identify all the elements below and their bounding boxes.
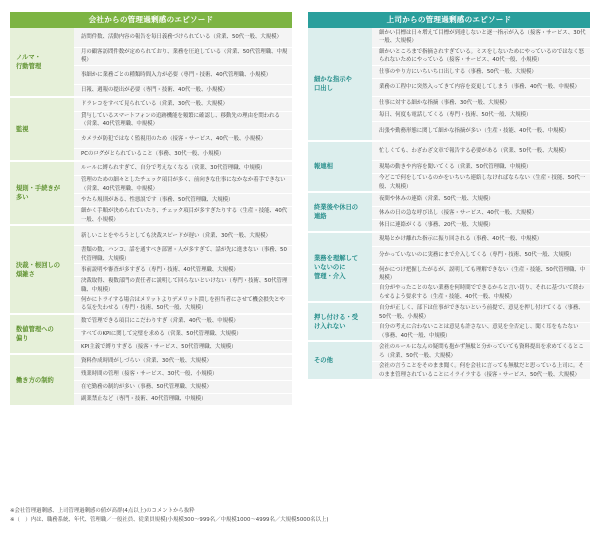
episode-list — [372, 142, 590, 192]
episode-item: 訪問件数、活動内容の報告を毎日義務づけられている（営業、50代一般、大規模） — [74, 28, 292, 47]
episode-item: やたら規則がある、性悪説です（事務、50代管理職、大規模） — [74, 193, 292, 206]
right-group — [308, 233, 590, 303]
episode-list — [74, 162, 292, 224]
episode-item: 残業時間の管理（接客・サービス、30代一般、小規模） — [74, 367, 292, 380]
episode-item: 事前説明や審査が多すぎる（専門・技術、40代管理職、大規模） — [74, 263, 292, 276]
category-label: 数値管理への 偏り — [10, 315, 74, 353]
right-group — [308, 342, 590, 381]
episode-item: 数で管理できる項目にこだわりすぎ（営業、40代一般、中規模） — [74, 315, 292, 328]
company-episodes-title: 会社からの管理過剰感のエピソード — [10, 12, 292, 28]
category-label: 終業後や休日の 連絡 — [308, 193, 372, 231]
category-label: 決裁・根回しの 煩雑さ — [10, 226, 74, 313]
category-label: 働き方の制約 — [10, 355, 74, 405]
episode-item: 休みの日の急な呼び出し（接客・サービス、40代一般、大規模） — [372, 206, 590, 219]
episode-item: 会社のルールになんの疑問も抱かず無駄と分かっていても資料提出を求めてくるところ（営業、50代一般、大規模） — [372, 342, 590, 361]
right-group — [308, 142, 590, 194]
right-group — [308, 303, 590, 342]
episode-item: 休日に連絡がくる（事務、20代一般、大規模） — [372, 219, 590, 232]
category-label: 押し付ける・受 け入れない — [308, 303, 372, 340]
episode-list — [74, 98, 292, 160]
category-label: 規則・手続きが 多い — [10, 162, 74, 224]
right-group — [308, 193, 590, 233]
episode-item: 細かく手順が決められていたり、チェック項目が多すぎたりする（生産・技能、40代一般、小規模） — [74, 206, 292, 225]
episode-list — [74, 355, 292, 405]
episode-item: 細かい目標は日々増えて目標が到達しないと逐一指示が入る（接客・サービス、30代一般、大規模） — [372, 28, 590, 47]
category-label: 監視 — [10, 98, 74, 160]
episode-list — [74, 28, 292, 96]
episode-item: 細かいところまで指摘されすぎている。ミスをしないためにやっているのではなく怒られないためにやっている（接客・サービス、40代一般、小規模） — [372, 47, 590, 66]
episode-list — [372, 233, 590, 301]
episode-item: 今どこで何をしているのかをいちいち連絡しなければならない（生産・技能、50代一般、大規模） — [372, 173, 590, 192]
episode-item: 現場とかけ離れた指示に振り回される（事務、40代一般、中規模） — [372, 233, 590, 246]
episode-item: 自分が正しく、部下は仕事ができないという前提で、意見を押し付けてくる（事務、50代一般、小規模） — [372, 303, 590, 322]
episode-item: 仕事に対する細かな指摘（事務、30代一般、大規模） — [372, 96, 590, 109]
episode-item: 在宅勤務の制約が多い（事務、50代管理職、大規模） — [74, 380, 292, 393]
category-label: ノルマ・ 行動管理 — [10, 28, 74, 96]
episode-list — [372, 193, 590, 231]
episode-item: 決裁取得、複数部門の責任者に説明して回らないといけない（専門・技術、50代管理職、中規模） — [74, 276, 292, 295]
boss-episodes-panel — [308, 12, 590, 381]
episode-item: 毎日、何度も電話してくる（専門・技術、50代一般、大規模） — [372, 109, 590, 122]
company-episodes-table — [10, 28, 292, 407]
episode-item: 月の顧客訪問件数が定められており、業務を圧迫している（営業、50代管理職、中規模） — [74, 47, 292, 66]
episode-item: 資料作成時間がしづらい（営業、30代一般、大規模） — [74, 355, 292, 368]
episode-item: PCのログがとられていること（事務、30代一般、小規模） — [74, 148, 292, 161]
episode-item: 現場の動きや内容を聞いてくる（営業、50代管理職、中規模） — [372, 160, 590, 173]
footnote-2: ※（ ）内は、職務系統、年代、管理職／一般社員、従業員規模(小規模300〜999名／中規模1000〜4999名／大規模5000名以上) — [10, 516, 329, 523]
left-group — [10, 98, 292, 162]
episode-item: 出張や勤務形態に関して細かな指摘が多い（生産・技能、40代一般、中規模） — [372, 121, 590, 140]
episode-item: 仕事のやり方にいちいち口出しする（事務、50代一般、大規模） — [372, 65, 590, 78]
episode-item: 分かっていないのに実務にまで介入してくる（専門・技術、50代一般、大規模） — [372, 246, 590, 265]
footnotes — [10, 507, 590, 524]
episode-list — [372, 342, 590, 379]
episode-list — [74, 226, 292, 313]
episode-item: 何かにつけ把握したがるが、説明しても理解できない（生産・技能、50代管理職、中規模） — [372, 264, 590, 283]
episode-item: カメラが防犯ではなく監視用のため（接客・サービス、40代一般、小規模） — [74, 129, 292, 148]
left-group — [10, 315, 292, 355]
episode-item: 副業禁止など（専門・技術、40代管理職、中規模） — [74, 393, 292, 406]
category-label: 細かな指示や 口出し — [308, 28, 372, 140]
episode-item: 管理のための細々としたチェック項目が多く、前向きな仕事になかなか着手できない（営業、40代管理職、中規模） — [74, 175, 292, 194]
category-label: その他 — [308, 342, 372, 379]
boss-episodes-table — [308, 28, 590, 381]
episode-item: 忙しくても、わざわざ文章で報告する必要がある（営業、50代一般、大規模） — [372, 142, 590, 161]
episode-item: 何かにトライする場合はメリットよりデメリット潰しを担当者にさせて機会損失とやる気を失わせる（専門・技術、50代一般、大規模） — [74, 295, 292, 314]
boss-episodes-title: 上司からの管理過剰感のエピソード — [308, 12, 590, 28]
footnote-1: ※会社管理過剰感、上司管理過剰感の値が高群(4点以上)のコメントから抜粋 — [10, 508, 195, 514]
episode-item: 書類の数、ハンコ、話を通すべき部署・人が多すぎて、話が先に進まない（事務、50代管理職、大規模） — [74, 245, 292, 264]
episode-item: ルールに縛られすぎて、自分で考えなくなる（営業、30代管理職、中規模） — [74, 162, 292, 175]
episode-item: 業務の工程中に突然入ってきて内容を変更してしまう（事務、40代一般、中規模） — [372, 78, 590, 97]
episode-item: 自分がやったことのない業務を何時間でできるからと言い切り、それに基づいて終わらせるよう要求する（生産・技能、40代一般、中規模） — [372, 283, 590, 302]
category-label: 業務を理解して いないのに 管理・介入 — [308, 233, 372, 301]
left-group — [10, 355, 292, 407]
episode-item: 自分の考えに合わないことは意見も許さない、意見を全否定し、聞く耳をもたない（事務、40代一般、中規模） — [372, 322, 590, 341]
episode-list — [74, 315, 292, 353]
episode-item: 新しいことをやろうとしても決裁スピードが遅い（営業、30代一般、大規模） — [74, 226, 292, 245]
left-group — [10, 226, 292, 315]
episode-item: 会社の言うことをそのまま聞く。何を会社に言っても無駄だと思っている上司に。そのまま管理されていることにイライラする（接客・サービス、50代一般、大規模） — [372, 361, 590, 380]
episode-list — [372, 28, 590, 140]
company-episodes-panel — [10, 12, 292, 407]
episode-list — [372, 303, 590, 340]
episode-item: KPI主義で縛りすぎる（接客・サービス、50代管理職、大規模） — [74, 340, 292, 353]
category-label: 報連相 — [308, 142, 372, 192]
left-group — [10, 28, 292, 98]
episode-item: 日報、週報の提出が必要（専門・技術、40代一般、小規模） — [74, 84, 292, 97]
episode-item: 事細かに業務ごとの種類時間入力が必要（専門・技術、40代管理職、小規模） — [74, 65, 292, 84]
episode-item: すべてのKPIに関して完璧を求める（営業、50代管理職、大規模） — [74, 328, 292, 341]
episode-item: 夜間や休みの連絡（営業、50代一般、大規模） — [372, 193, 590, 206]
left-group — [10, 162, 292, 226]
right-group — [308, 28, 590, 142]
episode-item: ドラレコをすべて見られている（営業、30代一般、大規模） — [74, 98, 292, 111]
episode-item: 貸与しているスマートフォンの追跡機能を頻繁に確認し、移動先の理由を問われる（営業、40代管理職、中規模） — [74, 111, 292, 130]
